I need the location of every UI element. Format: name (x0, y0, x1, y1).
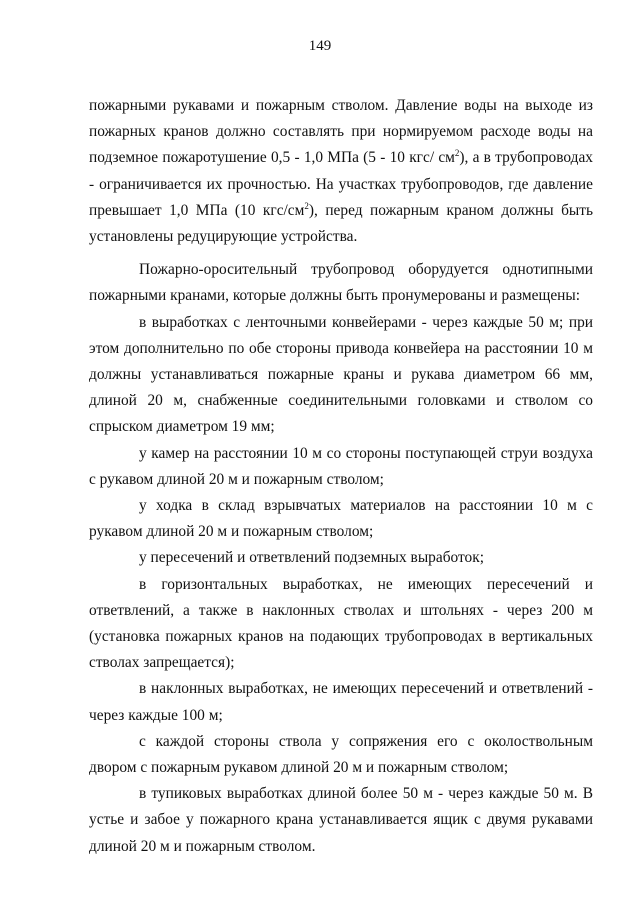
list-item-explosives-store: у ходка в склад взрывчатых материалов на расстоянии 10 м с рукавом длиной 20 м и пожарным стволом; (89, 497, 593, 541)
paragraph-pipeline-intro: Пожарно-оросительный трубопровод оборудуется однотипными пожарными кранами, которые должны быть пронумерованы и размещены: (89, 261, 593, 305)
page-number: 149 (308, 38, 332, 54)
list-item-horizontal-workings: в горизонтальных выработках, не имеющих пересечений и ответвлений, а также в наклонных стволах и штольнях - через 200 м (установка пожарных кранов на подающих трубопроводах в вертикальных стволах запрещается); (89, 575, 593, 672)
list-item-chambers: у камер на расстоянии 10 м со стороны поступающей струи воздуха с рукавом длиной 20 м и пожарным стволом; (89, 444, 593, 488)
paragraph-text: пожарными рукавами и пожарным стволом. Давление воды на выходе из пожарных кранов должно составлять при нормируемом расходе воды на подземное пожаротушение 0,5 - 1,0 МПа (5 - 10 кгс/ см (89, 97, 593, 167)
superscript-2: 2 (454, 148, 460, 159)
list-item-shaft-junction: с каждой стороны ствола у сопряжения его с околоствольным двором с пожарным рукавом длиной 20 м и пожарным стволом; (89, 732, 593, 777)
list-item-intersections: у пересечений и ответвлений подземных выработок; (139, 549, 484, 567)
list-item-conveyor-workings: в выработках с ленточными конвейерами - через каждые 50 м; при этом дополнительно по обе стороны привода конвейера на расстоянии 10 м должны устанавливаться пожарные краны и рукава диаметром 66 мм, длиной 20 м, снабженные соединительными головками и стволом со спрыском диаметром 19 мм; (89, 313, 593, 436)
paragraph-text: ), перед пожарным краном должны быть установлены редуцирующие устройства. (89, 201, 593, 246)
list-item-dead-end-workings: в тупиковых выработках длиной более 50 м - через каждые 50 м. В устье и забое у пожарного крана устанавливается ящик с двумя рукавами длиной 20 м и пожарным стволом. (89, 785, 593, 855)
paragraph-text: ), а в трубопроводах - ограничивается их прочностью. На участках трубопроводов, где давление превышает 1,0 МПа (10 кгс/см (89, 149, 594, 219)
list-item-inclined-workings: в наклонных выработках, не имеющих пересечений и ответвлений - через каждые 100 м; (89, 680, 593, 724)
paragraph-water-pressure (89, 93, 593, 250)
document-body (89, 93, 593, 860)
superscript-2: 2 (304, 200, 309, 211)
